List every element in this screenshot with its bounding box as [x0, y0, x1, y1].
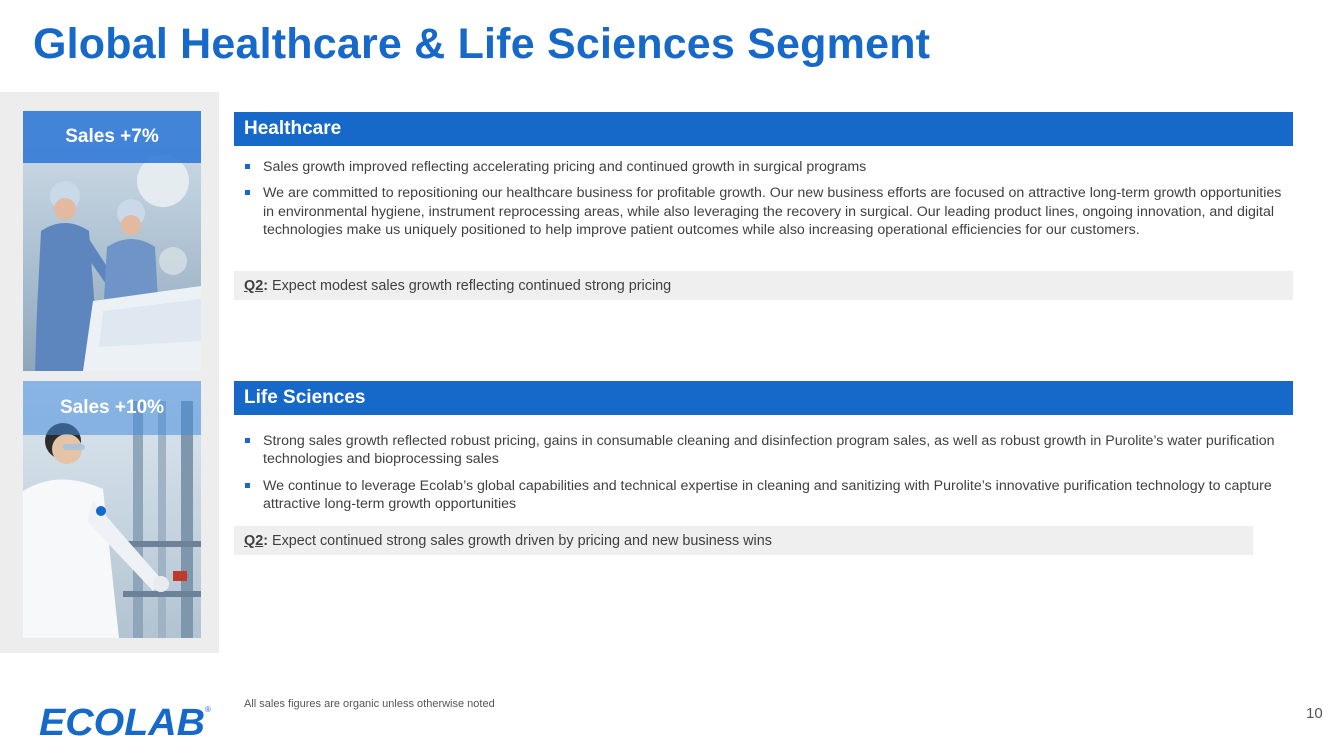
life-sciences-q2-outlook: [234, 526, 1253, 555]
ecolab-logo: [39, 700, 214, 742]
life-sciences-header: Life Sciences: [234, 381, 1293, 415]
list-item: [244, 432, 1289, 469]
list-item: [244, 477, 1289, 514]
logo-text: ECOLAB: [39, 702, 205, 742]
bullet-marker: [245, 438, 250, 443]
bullet-text: Strong sales growth reflected robust pricing, gains in consumable cleaning and disinfection program sales, as well as robust growth in Purolite’s water purification technologies and bioprocessing sales: [263, 433, 1275, 468]
footnote: All sales figures are organic unless otherwise noted: [244, 698, 495, 710]
q2-text: Expect modest sales growth reflecting continued strong pricing: [268, 277, 672, 294]
healthcare-q2-outlook: [234, 271, 1293, 300]
q2-label: Q2: [244, 277, 264, 294]
bullet-text: We continue to leverage Ecolab’s global capabilities and technical expertise in cleaning and sanitizing with Purolite’s innovative purification technology to capture attractive long-term growth opportunities: [263, 477, 1272, 513]
bullet-marker: [245, 164, 250, 169]
list-item: [244, 184, 1284, 239]
logo-registered-mark: ®: [205, 705, 211, 714]
page-title: Global Healthcare & Life Sciences Segment: [33, 20, 931, 68]
life-sciences-bullets: [244, 432, 1289, 522]
healthcare-header: Healthcare: [234, 112, 1293, 146]
q2-text: Expect continued strong sales growth driven by pricing and new business wins: [268, 532, 772, 549]
life-sciences-sales-badge: Sales +10%: [23, 381, 201, 435]
q2-colon: :: [263, 277, 268, 294]
bullet-text: Sales growth improved reflecting accelerating pricing and continued growth in surgical programs: [263, 159, 867, 175]
list-item: [244, 158, 1284, 176]
healthcare-sales-badge: Sales +7%: [23, 111, 201, 163]
q2-colon: :: [263, 532, 268, 549]
q2-label: Q2: [244, 532, 264, 549]
healthcare-photo: [23, 111, 201, 371]
bullet-marker: [245, 190, 250, 195]
bullet-marker: [245, 483, 250, 488]
healthcare-bullets: [244, 158, 1284, 248]
page-number: 10: [1306, 705, 1323, 722]
life-sciences-photo: [23, 381, 201, 638]
bullet-text: We are committed to repositioning our healthcare business for profitable growth. Our new business efforts are focused on attractive long-term growth opportunities in environmental hygiene, instrument reprocessing areas, while also leveraging the recovery in surgical. Our leading product lines, ongoing innovation, and digital technologies make us uniquely positioned to help improve patient outcomes while also increasing operational efficiencies for our customers.: [263, 185, 1282, 239]
